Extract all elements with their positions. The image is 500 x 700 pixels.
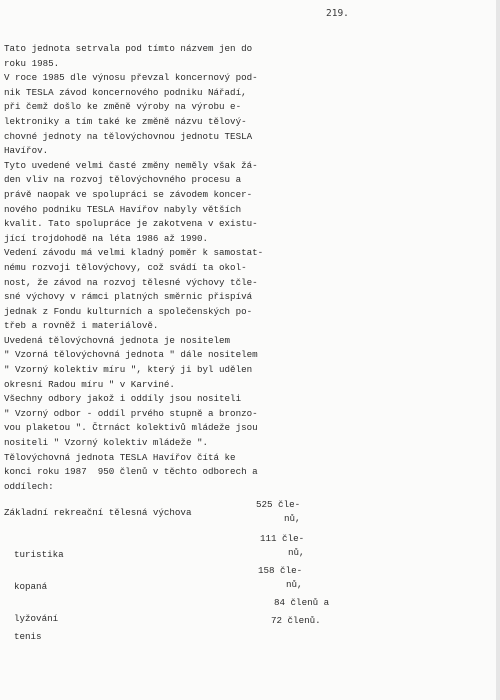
text-line: den vliv na rozvoj tělovýchovného procesu a — [4, 174, 242, 186]
text-line: vou plaketou ". Čtrnáct kolektivů mládeže jsou — [4, 422, 258, 434]
text-line: kvalit. Tato spolupráce je zakotvena v existu- — [4, 218, 258, 230]
activity-count: 111 čle- — [260, 533, 305, 544]
page-edge-shadow — [496, 0, 500, 700]
activity-count: 84 členů a — [274, 597, 330, 608]
text-line: jednak z Fondu kulturních a společenských po- — [4, 305, 253, 317]
typed-paragraph — [4, 42, 304, 494]
text-line: Tato jednota setrvala pod tímto názvem jen do — [4, 43, 253, 54]
text-line: Tyto uvedené velmi časté změny neměly však žá- — [4, 159, 258, 171]
text-line: oddílech: — [4, 480, 54, 492]
text-line: Vedení závodu má velmi kladný poměr k samostat- — [4, 247, 264, 259]
text-line: konci roku 1987 950 členů v těchto odborech a — [4, 466, 258, 478]
text-line: chovné jednoty na tělovýchovnou jednotu TESLA — [4, 130, 253, 142]
text-line: V roce 1985 dle výnosu převzal koncernový pod- — [4, 72, 258, 84]
activity-count: 158 čle- — [258, 565, 303, 576]
text-line: Všechny odbory jakož i oddíly jsou nositeli — [4, 393, 242, 405]
activity-name: kopaná — [14, 581, 48, 592]
text-line: Tělovýchovná jednota TESLA Havířov čítá ke — [4, 451, 236, 463]
text-line: nost, že závod na rozvoj tělesné výchovy tčle- — [4, 276, 258, 288]
text-line: nik TESLA závod koncernového podniku Nářadí, — [4, 86, 247, 98]
activity-name: turistika — [14, 549, 64, 560]
text-line: nositeli " Vzorný kolektiv mládeže ". — [4, 437, 208, 449]
activity-count-continuation: nů, — [284, 513, 301, 524]
page-number: 219. — [326, 8, 349, 19]
text-line: okresní Radou míru " v Karviné. — [4, 378, 175, 390]
text-line: jící trojdohodě na léta 1986 až 1990. — [4, 232, 208, 244]
activity-name: Základní rekreační tělesná výchova — [4, 507, 192, 518]
text-line: právě naopak ve spolupráci se závodem koncer- — [4, 188, 253, 200]
text-line: lektroniky a tím také ke změně názvu tělový- — [4, 115, 247, 127]
text-line: roku 1985. — [4, 57, 60, 69]
activity-count-continuation: nů, — [286, 579, 303, 590]
text-line: sné výchovy v rámci platných směrnic přispívá — [4, 291, 253, 303]
text-line: třeb a rovněž i materiálově. — [4, 320, 159, 332]
activity-count-continuation: nů, — [288, 547, 305, 558]
text-line: nového podniku TESLA Havířov nabyly větších — [4, 203, 242, 215]
activity-name: tenis — [14, 631, 42, 642]
text-line: " Vzorná tělovýchovná jednota " dále nositelem — [4, 349, 258, 361]
text-line: při čemž došlo ke změně výroby na výrobu e- — [4, 101, 242, 113]
text-line: Havířov. — [4, 145, 49, 157]
text-line: " Vzorný kolektiv míru ", který ji byl udělen — [4, 364, 253, 376]
activity-count: 525 čle- — [256, 499, 301, 510]
text-line: " Vzorný odbor - oddíl prvého stupně a bronzo- — [4, 407, 258, 419]
activity-count: 72 členů. — [271, 615, 321, 626]
activity-name: lyžování — [14, 613, 59, 624]
text-line: nému rozvoji tělovýchovy, což svádí ta okol- — [4, 261, 247, 273]
text-line: Uvedená tělovýchovná jednota je nositelem — [4, 334, 231, 346]
